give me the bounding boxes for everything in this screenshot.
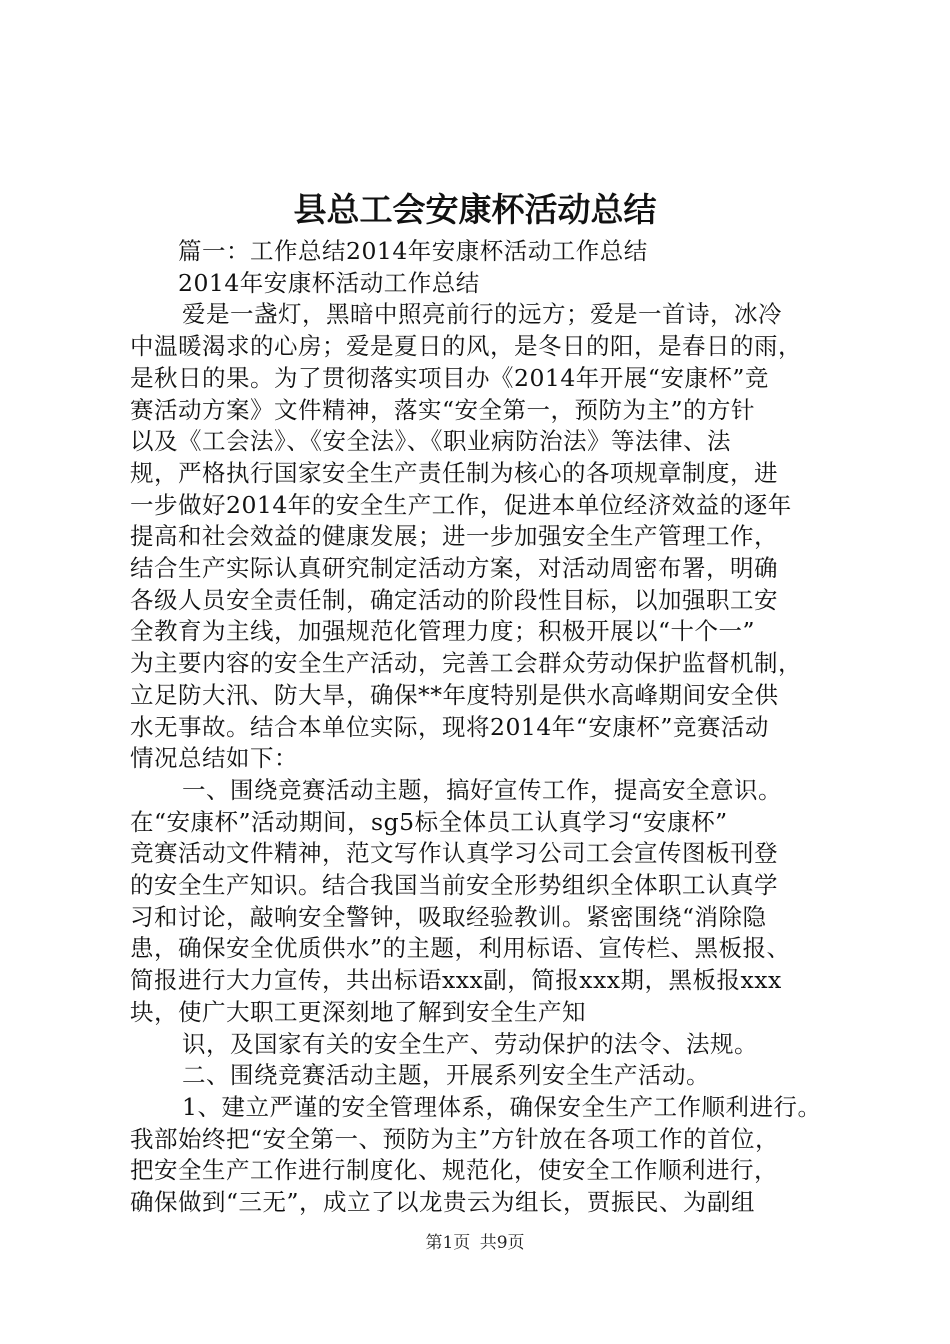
text-line: 1、建立严谨的安全管理体系，确保安全生产工作顺利进行。 [182,1092,822,1121]
text-line: 识，及国家有关的安全生产、劳动保护的法令、法规。 [182,1029,758,1058]
text-line: 提高和社会效益的健康发展；进一步加强安全生产管理工作， [130,522,778,551]
text-line: 一、围绕竞赛活动主题，搞好宣传工作，提高安全意识。 [182,775,782,804]
text-line: 水无事故。结合本单位实际，现将2014年“安康杯”竞赛活动 [130,712,769,741]
text-line: 患，确保安全优质供水”的主题，利用标语、宣传栏、黑板报、 [130,934,791,963]
text-line: 规，严格执行国家安全生产责任制为核心的各项规章制度，进 [130,458,778,487]
text-line: 篇一：工作总结2014年安康杯活动工作总结 [178,237,648,265]
page-number: 第1页 [425,1233,471,1253]
text-line: 竞赛活动文件精神，范文写作认真学习公司工会宣传图板刊登 [130,839,778,868]
text-line: 为主要内容的安全生产活动，完善工会群众劳动保护监督机制， [130,649,802,678]
document-body [130,236,860,1219]
text-line: 的安全生产知识。结合我国当前安全形势组织全体职工认真学 [130,871,778,900]
text-line: 赛活动方案》文件精神，落实“安全第一，预防为主”的方针 [130,395,756,424]
text-line: 各级人员安全责任制，确定活动的阶段性目标，以加强职工安 [130,585,778,614]
text-line: 在“安康杯”活动期间，sg5标全体员工认真学习“安康杯” [130,807,728,836]
text-line: 块，使广大职工更深刻地了解到安全生产知 [130,997,586,1026]
text-line: 立足防大汛、防大旱，确保**年度特别是供水高峰期间安全供 [130,680,779,709]
text-line: 习和讨论，敲响安全警钟，吸取经验教训。紧密围绕“消除隐 [130,902,767,931]
page-total: 共9页 [479,1233,525,1253]
text-line: 爱是一盏灯，黑暗中照亮前行的远方；爱是一首诗，冰冷 [182,300,782,329]
page-footer [0,1232,950,1254]
text-line: 确保做到“三无”，成立了以龙贵云为组长，贾振民、为副组 [130,1188,756,1217]
text-line: 是秋日的果。为了贯彻落实项目办《2014年开展“安康杯”竞 [130,363,769,392]
text-line: 2014年安康杯活动工作总结 [178,268,480,297]
text-line: 简报进行大力宣传，共出标语xxx副，简报xxx期，黑板报xxx [130,966,782,995]
text-line: 我部始终把“安全第一、预防为主”方针放在各项工作的首位， [130,1124,780,1153]
text-line: 以及《工会法》、《安全法》、《职业病防治法》等法律、法 [130,427,731,456]
page-title: 县总工会安康杯活动总结 [293,190,657,229]
text-line: 全教育为主线，加强规范化管理力度；积极开展以“十个一” [130,617,756,646]
text-line: 把安全生产工作进行制度化、规范化，使安全工作顺利进行， [130,1156,778,1185]
text-line: 结合生产实际认真研究制定活动方案，对活动周密布署，明确 [130,554,778,583]
text-line: 情况总结如下： [130,744,298,773]
text-line: 一步做好2014年的安全生产工作，促进本单位经济效益的逐年 [130,490,792,519]
text-line: 二、围绕竞赛活动主题，开展系列安全生产活动。 [182,1061,710,1090]
text-line: 中温暖渴求的心房；爱是夏日的风，是冬日的阳，是春日的雨， [130,332,802,361]
